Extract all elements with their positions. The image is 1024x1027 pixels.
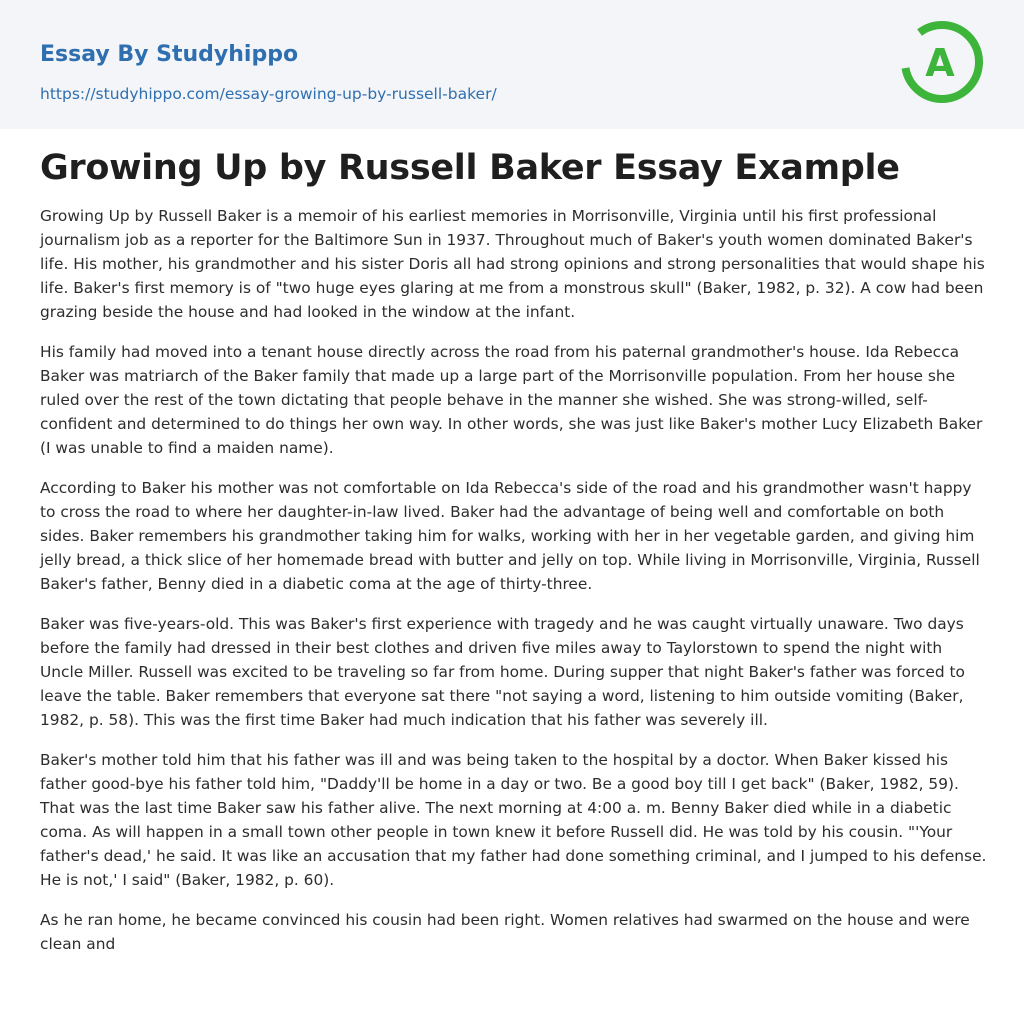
logo-letter: A (925, 41, 955, 85)
article-paragraph: Growing Up by Russell Baker is a memoir of his earliest memories in Morrisonville, Virginia until his first professional journalism job as a reporter for the Baltimore Sun in 1937. Throughout much of Baker's youth women dominated Baker's life. His mother, his grandmother and his sister Doris all had strong opinions and strong personalities that would shape his life. Baker's first memory is of "two huge eyes glaring at me from a monstrous skull" (Baker, 1982, p. 32). A cow had been grazing beside the house and had looked in the window at the infant. (40, 207, 985, 321)
site-header (0, 0, 1024, 129)
source-url-link[interactable]: https://studyhippo.com/essay-growing-up-by-russell-baker/ (40, 85, 497, 103)
article-paragraph: His family had moved into a tenant house directly across the road from his paternal grandmother's house. Ida Rebecca Baker was matriarch of the Baker family that made up a large part of the Morrisonville population. From her house she ruled over the rest of the town dictating that people behave in the manner she wished. She was strong-willed, self-confident and determined to do things her own way. In other words, she was just like Baker's mother Lucy Elizabeth Baker (I was unable to find a maiden name). (40, 343, 983, 457)
article-paragraph: As he ran home, he became convinced his cousin had been right. Women relatives had swarmed on the house and were clean and (40, 911, 970, 953)
studyhippo-logo-icon[interactable] (898, 18, 986, 106)
article (40, 142, 988, 972)
brand-title[interactable]: Essay By Studyhippo (40, 42, 299, 67)
article-paragraph: Baker's mother told him that his father was ill and was being taken to the hospital by a doctor. When Baker kissed his father good-bye his father told him, "Daddy'll be home in a day or two. Be a good boy till I get back" (Baker, 1982, 59). That was the last time Baker saw his father alive. The next morning at 4:00 a. m. Benny Baker died while in a diabetic coma. As will happen in a small town other people in town knew it before Russell did. He was told by his cousin. "'Your father's dead,' he said. It was like an accusation that my father had done something criminal, and I jumped to his defense. He is not,' I said" (Baker, 1982, p. 60). (40, 751, 987, 889)
article-paragraph: Baker was five-years-old. This was Baker's first experience with tragedy and he was caught virtually unaware. Two days before the family had dressed in their best clothes and driven five miles away to Taylorstown to spend the night with Uncle Miller. Russell was excited to be traveling so far from home. During supper that night Baker's father was forced to leave the table. Baker remembers that everyone sat there "not saying a word, listening to him outside vomiting (Baker, 1982, p. 58). This was the first time Baker had much indication that his father was severely ill. (40, 615, 965, 729)
article-paragraph: According to Baker his mother was not comfortable on Ida Rebecca's side of the road and his grandmother wasn't happy to cross the road to where her daughter-in-law lived. Baker had the advantage of being well and comfortable on both sides. Baker remembers his grandmother taking him for walks, working with her in her vegetable garden, and giving him jelly bread, a thick slice of her homemade bread with butter and jelly on top. While living in Morrisonville, Virginia, Russell Baker's father, Benny died in a diabetic coma at the age of thirty-three. (40, 479, 980, 593)
page-title: Growing Up by Russell Baker Essay Example (40, 148, 900, 188)
